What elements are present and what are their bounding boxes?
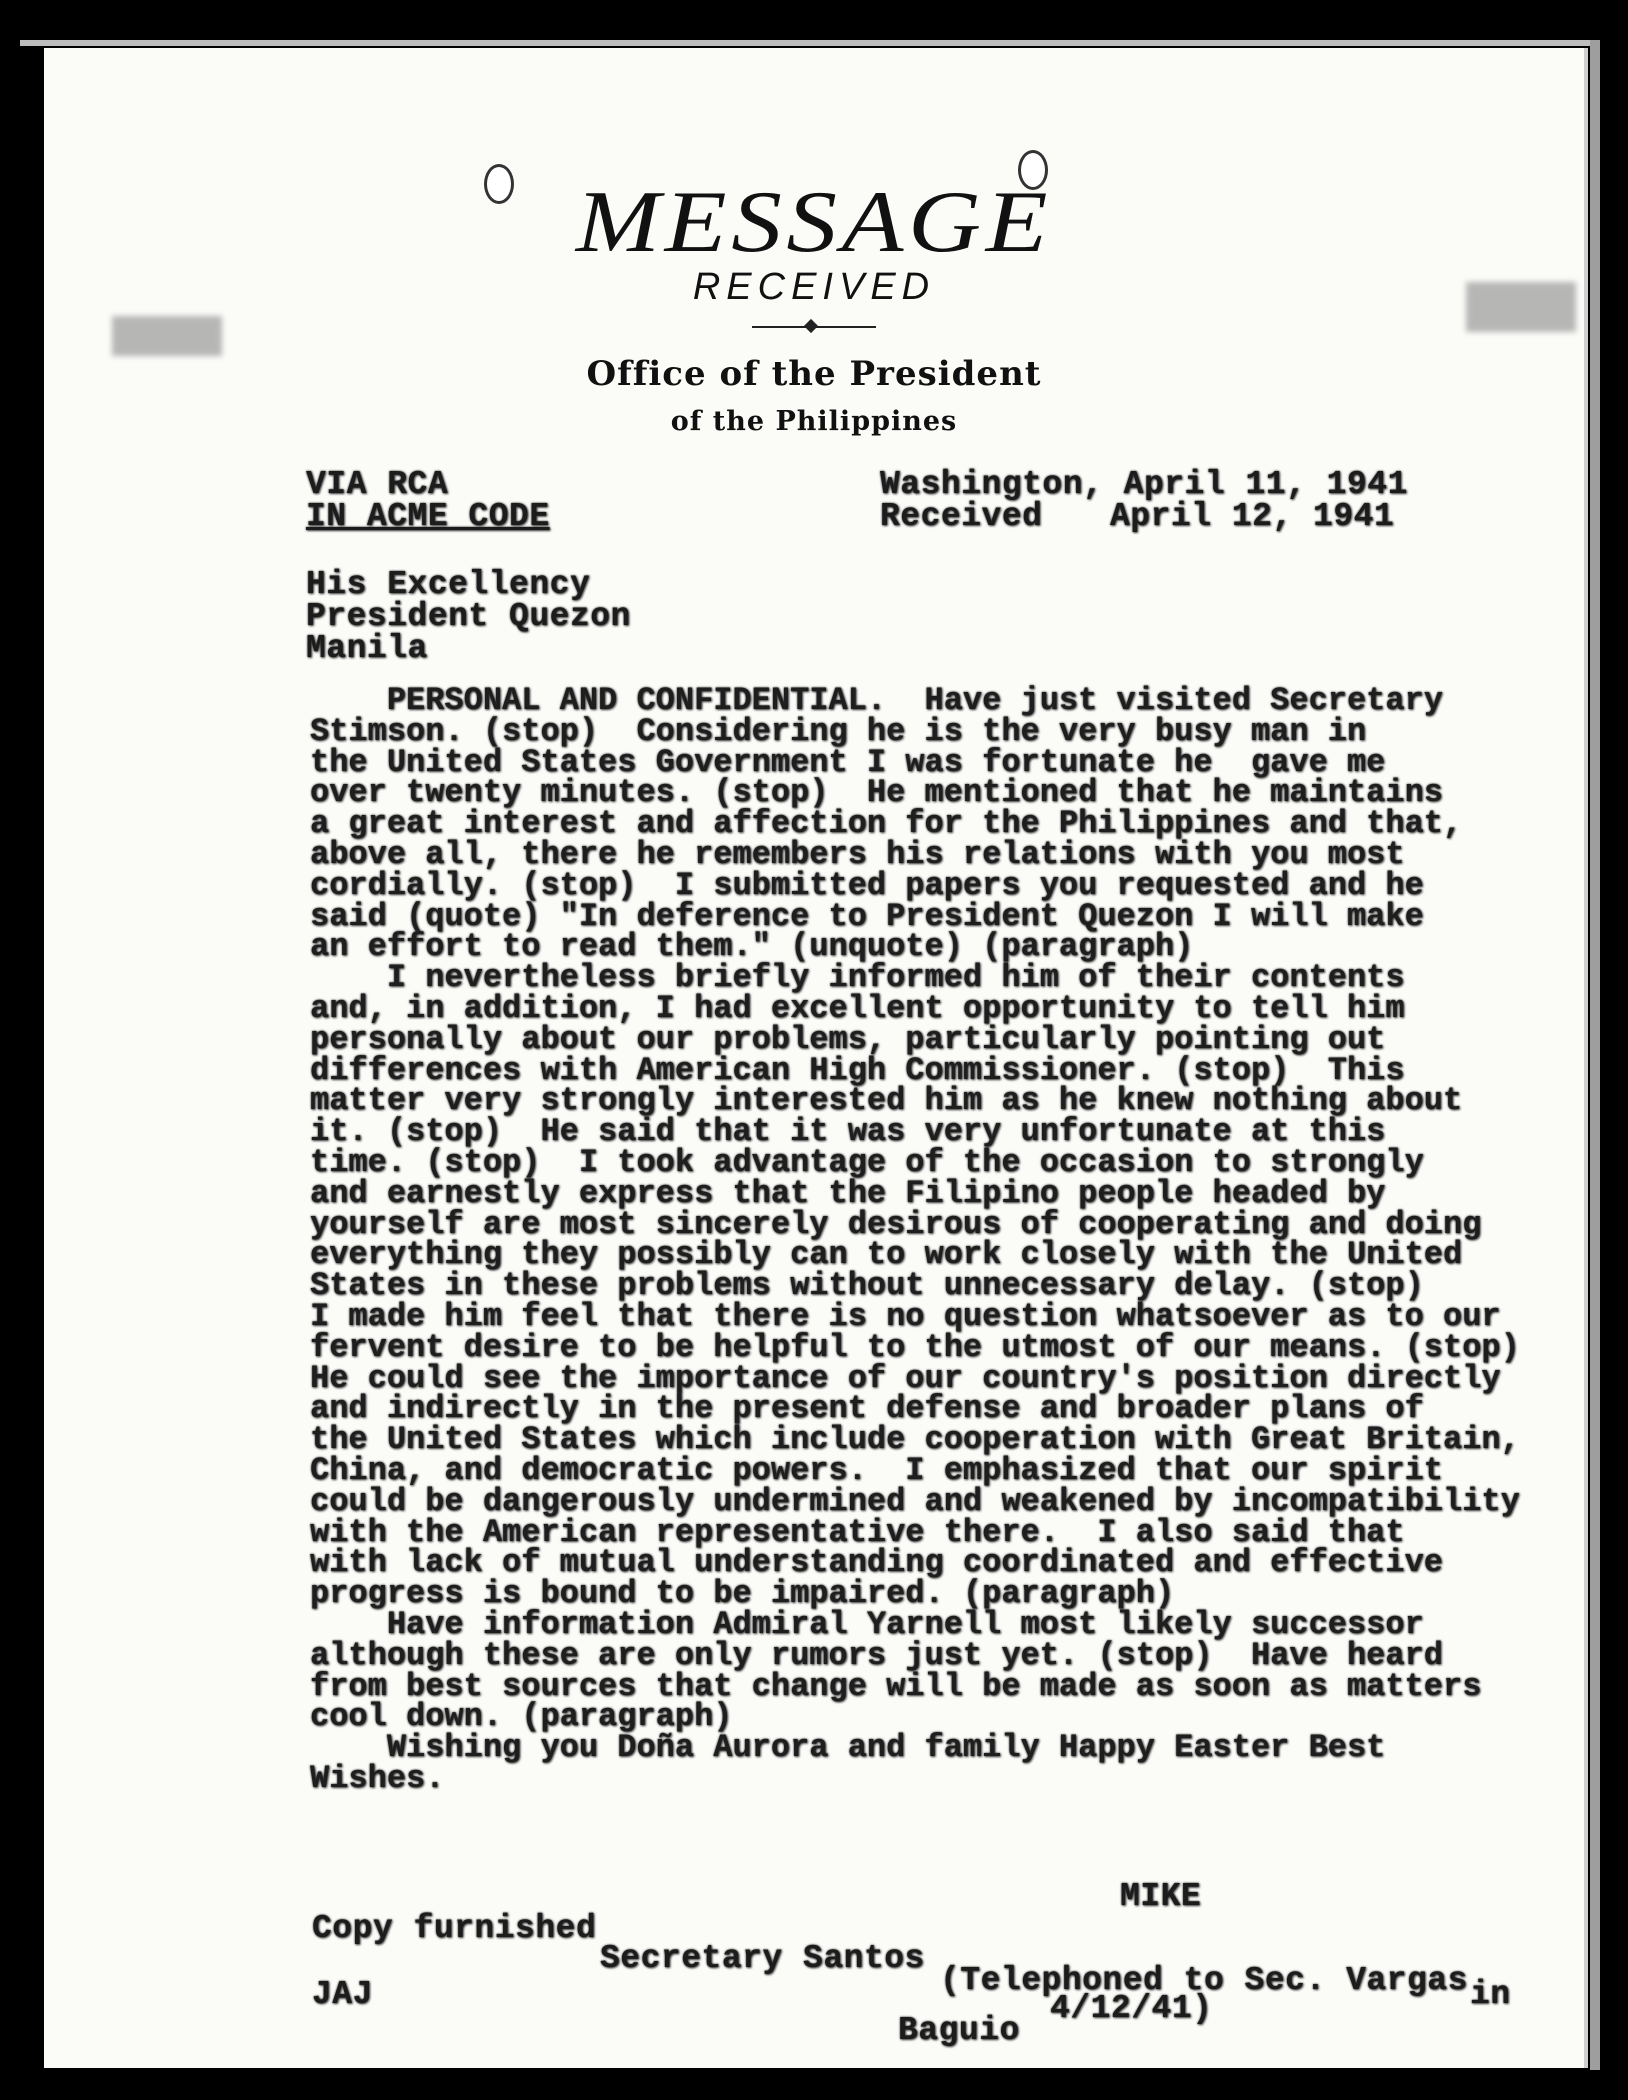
letterhead-office: Office of the President	[586, 354, 1042, 394]
paper-edge-right	[1590, 40, 1600, 2070]
copy-furnished-label: Copy furnished	[312, 1910, 597, 1947]
letterhead-title: MESSAGE	[575, 174, 1053, 271]
addressee-line-1: His Excellency	[306, 566, 591, 603]
message-body: PERSONAL AND CONFIDENTIAL. Have just visited Secretary Stimson. (stop) Considering he is the very busy man in the United States Government I was fortunate he gave me over twenty minutes. (stop) He mentioned that he maintains a great interest and affection for the Philippines and that, above all, there he remembers his relations with you most cordially. (stop) I submitted papers you requested and he said (quote) "In deference to President Quezon I will make an effort to read them." (unquote) (paragraph) I nevertheless briefly informed him of their contents and, in addition, I had excellent opportunity to tell him personally about our problems, particularly pointing out differences with American High Commissioner. (stop) This matter very strongly interested him as he knew nothing about it. (stop) He said that it was very unfortunate at this time. (stop) I took advantage of the occasion to strongly and earnestly express that the Filipino people headed by yourself are most sincerely desirous of cooperating and doing everything they possibly can to work closely with the United States in these problems without unnecessary delay. (stop) I made him feel that there is no question whatsoever as to our fervent desire to be helpful to the utmost of our means. (stop) He could see the importance of our country's position directly and indirectly in the present defense and broader plans of the United States which include cooperation with Great Britain, China, and democratic powers. I emphasized that our spirit could be dangerously undermined and weakened by incompatibility with the American representative there. I also said that with lack of mutual understanding coordinated and effective progress is bound to be impaired. (paragraph) Have information Admiral Yarnell most likely successor although these are only rumors just yet. (stop) Have heard from best sources that change will be made as soon as matters cool down. (paragraph) Wishing you Doña Aurora and family Happy Easter Best Wishes.	[310, 682, 1520, 1797]
letterhead-office-country: of the Philippines	[670, 406, 958, 437]
copy-furnished-recipient: Secretary Santos	[600, 1940, 925, 1977]
typist-initials: JAJ	[312, 1976, 373, 2013]
via-line: VIA RCA	[306, 466, 449, 503]
margin-smudge-left	[112, 316, 222, 356]
telephoned-location: Baguio	[898, 2012, 1020, 2049]
received-label: Received	[880, 498, 1043, 535]
paper-edge-top	[20, 40, 1600, 46]
sent-date: Washington, April 11, 1941	[880, 466, 1408, 503]
telephoned-date: 4/12/41)	[1050, 1990, 1213, 2027]
telephoned-note: (Telephoned to Sec. Vargas	[940, 1962, 1468, 1999]
code-line: IN ACME CODE	[306, 498, 550, 535]
received-date: April 12, 1941	[1110, 498, 1395, 535]
letterhead-subtitle: RECEIVED	[692, 266, 936, 308]
telephoned-in: in	[1470, 1976, 1511, 2013]
signature: MIKE	[1120, 1878, 1202, 1915]
addressee-line-2: President Quezon	[306, 598, 631, 635]
addressee-line-3: Manila	[306, 630, 428, 667]
